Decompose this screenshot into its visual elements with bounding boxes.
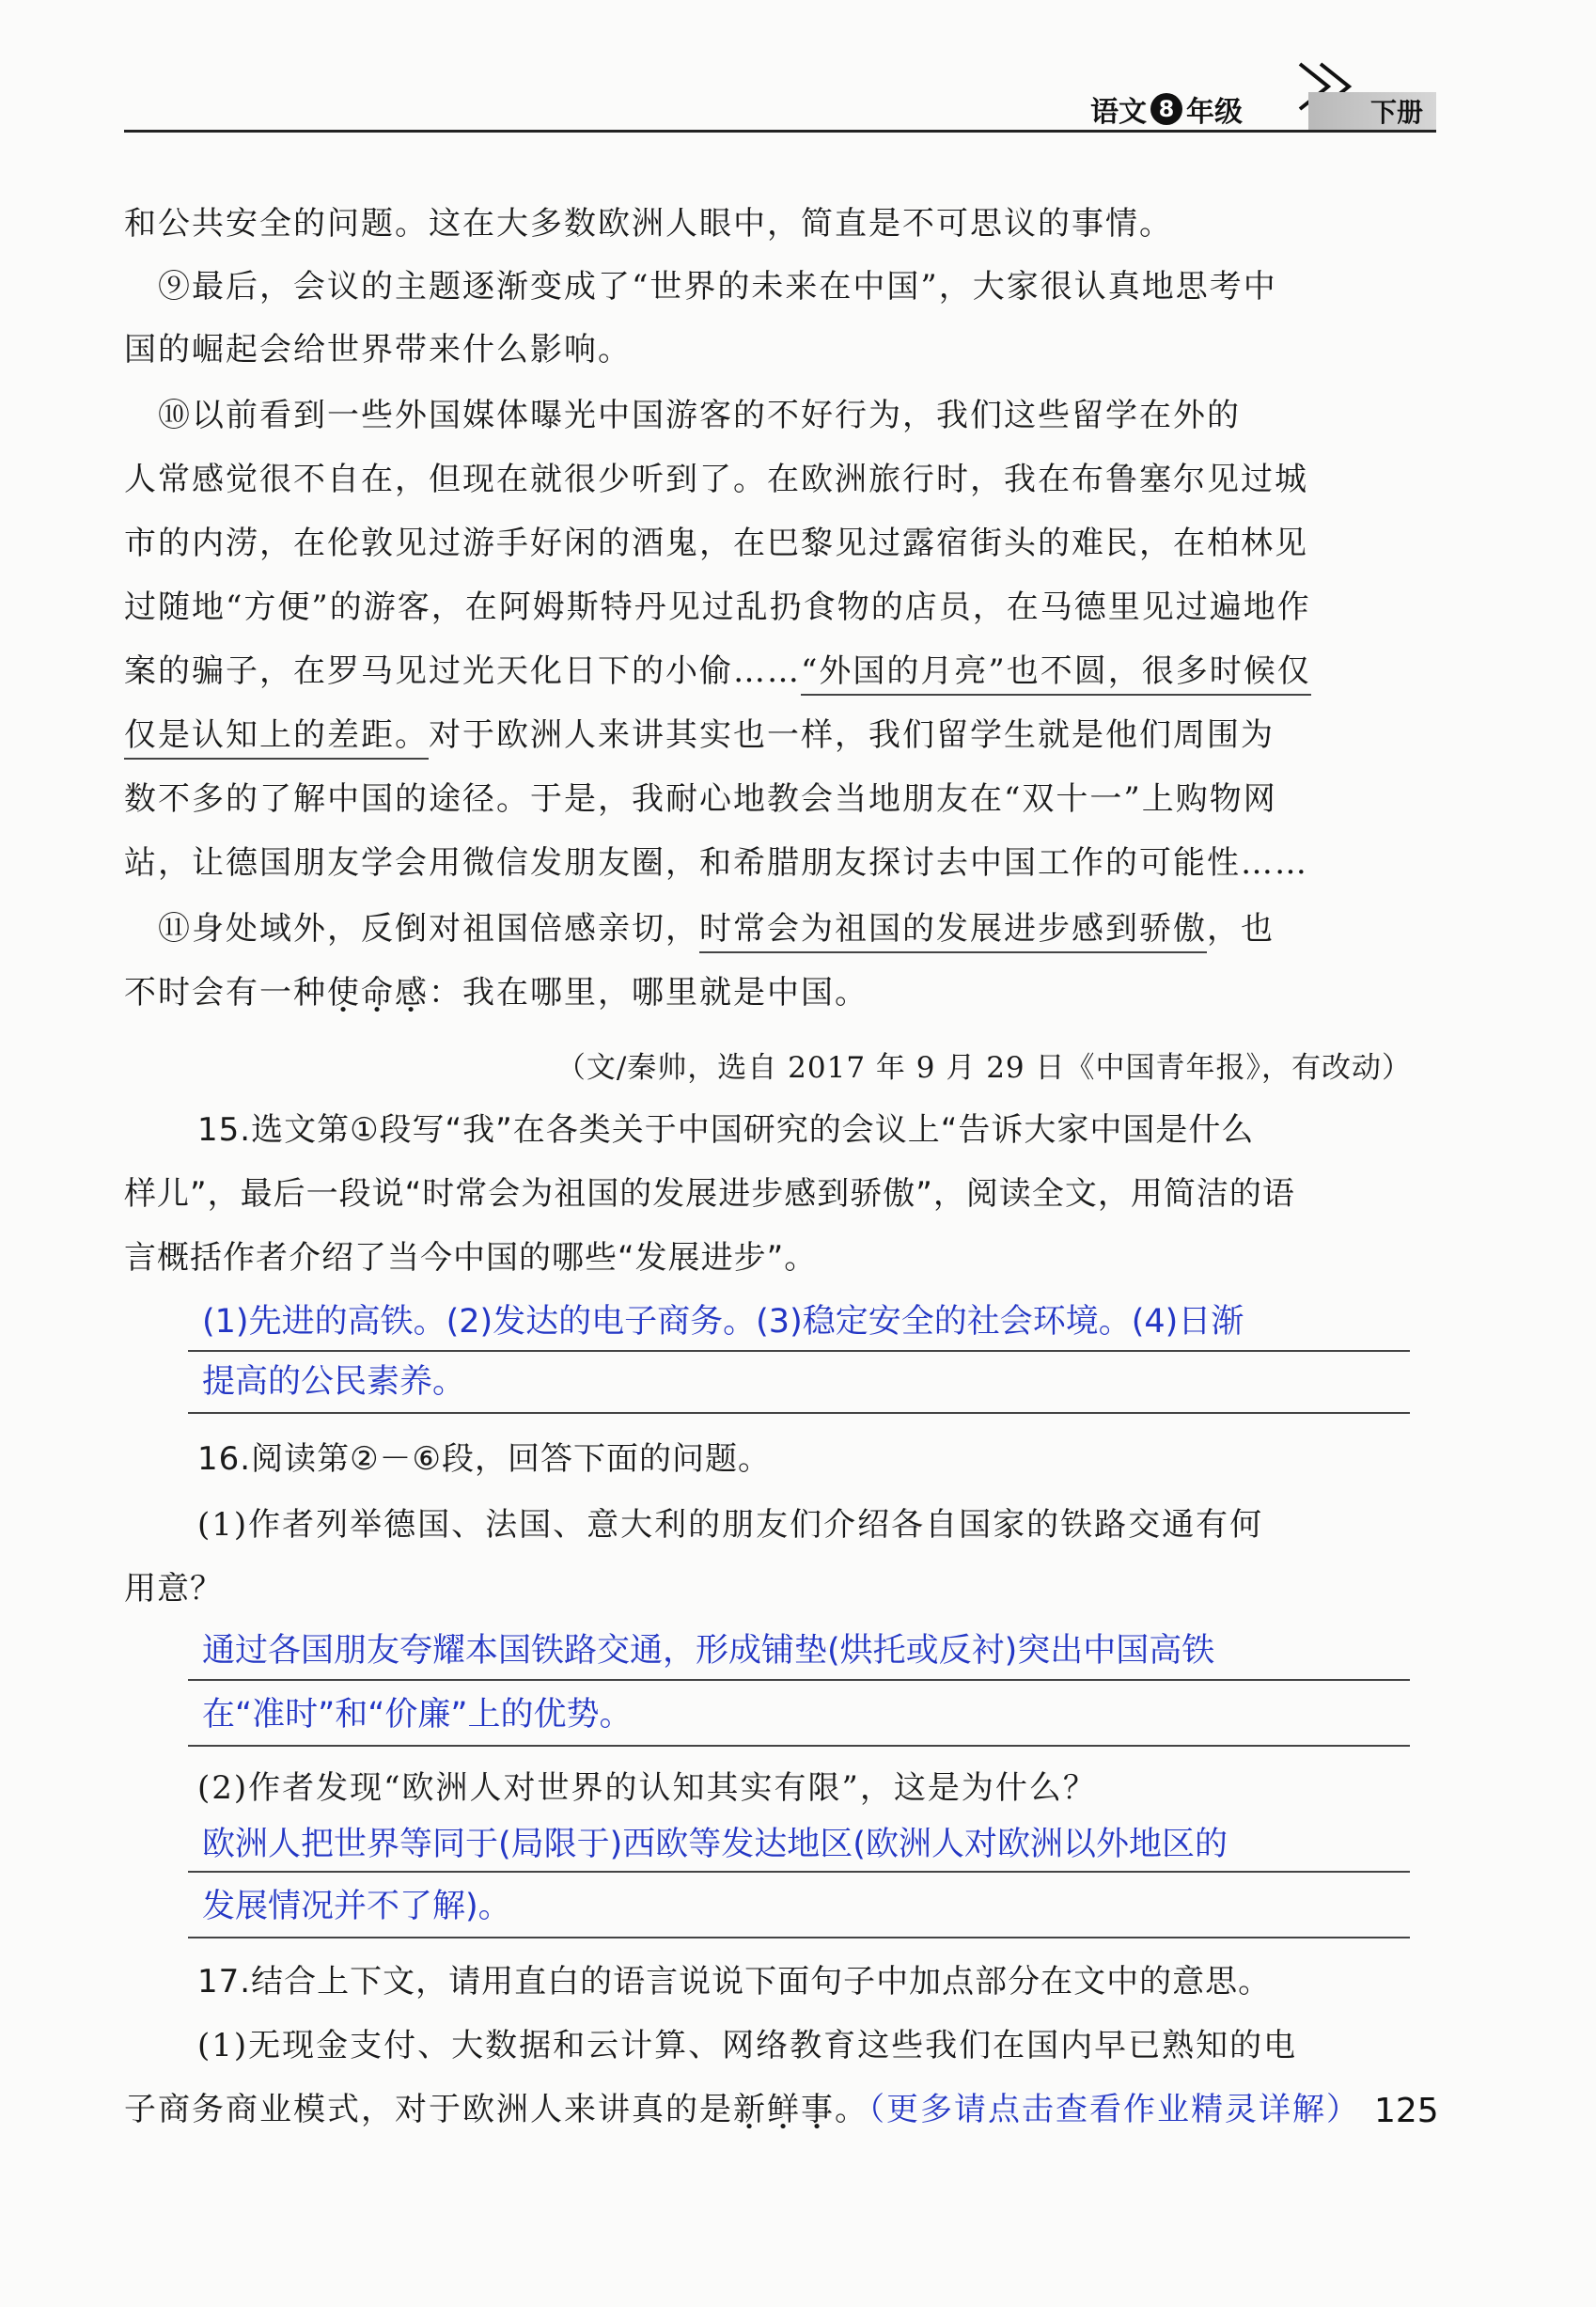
answer-line xyxy=(188,1937,1410,1938)
subject-label: 语文 xyxy=(1090,96,1147,129)
underlined-sentence: 时常会为祖国的发展进步感到骄傲 xyxy=(699,910,1207,953)
passage-line: 站，让德国朋友学会用微信发朋友圈，和希腊朋友探讨去中国工作的可能性…… xyxy=(124,844,1308,882)
passage-line: ⑨最后，会议的主题逐渐变成了“世界的未来在中国”，大家很认真地思考中 xyxy=(158,268,1277,306)
answer-line xyxy=(188,1412,1410,1414)
answer-16-2: 欧洲人把世界等同于(局限于)西欧等发达地区(欧洲人对欧洲以外地区的 xyxy=(202,1826,1228,1863)
passage-line xyxy=(124,972,868,1013)
passage-text: 案的骗子，在罗马见过光天化日下的小偷…… xyxy=(124,652,801,690)
passage-line: ⑩以前看到一些外国媒体曝光中国游客的不好行为，我们这些留学在外的 xyxy=(158,397,1241,434)
answer-line xyxy=(188,1679,1410,1681)
question-16-2: (2)作者发现“欧洲人对世界的认知其实有限”，这是为什么？ xyxy=(197,1769,1097,1807)
passage-line xyxy=(158,908,1275,949)
emphasis-dot-char: 事 xyxy=(801,2091,835,2128)
question-text: 子商务商业模式，对于欧洲人来讲真的是 xyxy=(124,2091,733,2128)
passage-line xyxy=(124,651,1311,692)
passage-text: 不时会有一种 xyxy=(124,974,327,1012)
passage-line: 市的内涝，在伦敦见过游手好闲的酒鬼，在巴黎见过露宿街头的难民，在柏林见 xyxy=(124,525,1308,562)
question-16-title: 16.阅读第②－⑥段，回答下面的问题。 xyxy=(197,1440,772,1478)
question-17-1: (1)无现金支付、大数据和云计算、网络教育这些我们在国内早已熟知的电 xyxy=(197,2027,1298,2064)
underlined-sentence: 仅是认知上的差距。 xyxy=(124,716,429,760)
passage-line xyxy=(124,714,1275,756)
header-title xyxy=(1090,90,1243,128)
emphasis-dot-char: 新 xyxy=(733,2091,767,2128)
passage-line: 人常感觉很不自在，但现在就很少听到了。在欧洲旅行时，我在布鲁塞尔见过城 xyxy=(124,461,1308,498)
passage-text: ⑪身处域外，反倒对祖国倍感亲切， xyxy=(158,910,699,948)
question-15-text: 言概括作者介绍了当今中国的哪些“发展进步”。 xyxy=(124,1239,818,1277)
emphasis-dot-char: 使 xyxy=(327,974,361,1012)
emphasis-dot-char: 鲜 xyxy=(767,2091,801,2128)
emphasis-dot-char: 命 xyxy=(361,974,395,1012)
passage-text: ，也 xyxy=(1207,910,1275,948)
passage-line: 和公共安全的问题。这在大多数欧洲人眼中，简直是不可思议的事情。 xyxy=(124,205,1173,243)
passage-text: 对于欧洲人来讲其实也一样，我们留学生就是他们周围为 xyxy=(429,716,1275,754)
source-citation: （文/秦帅，选自 2017 年 9 月 29 日《中国青年报》，有改动） xyxy=(555,1051,1412,1085)
answer-line xyxy=(188,1745,1410,1747)
answer-16-1: 在“准时”和“价廉”上的优势。 xyxy=(202,1696,633,1734)
volume-tab xyxy=(1308,92,1436,130)
passage-text: ：我在哪里，哪里就是中国。 xyxy=(429,974,868,1012)
answer-15: (1)先进的高铁。(2)发达的电子商务。(3)稳定安全的社会环境。(4)日渐 xyxy=(202,1303,1244,1341)
question-17-1 xyxy=(124,2089,1360,2130)
answer-16-2: 发展情况并不了解)。 xyxy=(202,1888,511,1925)
passage-line: 国的崛起会给世界带来什么影响。 xyxy=(124,331,632,369)
underlined-sentence: “外国的月亮”也不圆，很多时候仅 xyxy=(801,652,1311,696)
more-details-link[interactable]: （更多请点击查看作业精灵详解） xyxy=(868,2091,1360,2128)
answer-15: 提高的公民素养。 xyxy=(202,1363,466,1401)
question-16-1: (1)作者列举德国、法国、意大利的朋友们介绍各自国家的铁路交通有何 xyxy=(197,1506,1264,1544)
grade-badge: 8 xyxy=(1150,93,1182,125)
header-divider xyxy=(124,130,1436,133)
answer-line xyxy=(188,1350,1410,1352)
passage-line: 数不多的了解中国的途径。于是，我耐心地教会当地朋友在“双十一”上购物网 xyxy=(124,780,1277,818)
question-16-1: 用意？ xyxy=(124,1570,223,1608)
dotted-phrase xyxy=(733,2091,835,2128)
page-number: 125 xyxy=(1374,2092,1439,2130)
question-text: 。 xyxy=(835,2091,868,2128)
dotted-phrase xyxy=(327,974,429,1012)
question-15-text: 样儿”，最后一段说“时常会为祖国的发展进步感到骄傲”，阅读全文，用简洁的语 xyxy=(124,1175,1295,1213)
emphasis-dot-char: 感 xyxy=(395,974,429,1012)
grade-label: 年级 xyxy=(1186,96,1243,129)
question-15-text: 15.选文第①段写“我”在各类关于中国研究的会议上“告诉大家中国是什么 xyxy=(197,1111,1255,1149)
question-17-title: 17.结合上下文，请用直白的语言说说下面句子中加点部分在文中的意思。 xyxy=(197,1963,1272,2001)
volume-label: 下册 xyxy=(1369,97,1423,128)
answer-line xyxy=(188,1871,1410,1873)
passage-line: 过随地“方便”的游客，在阿姆斯特丹见过乱扔食物的店员，在马德里见过遍地作 xyxy=(124,589,1311,626)
answer-16-1: 通过各国朋友夸耀本国铁路交通，形成铺垫(烘托或反衬)突出中国高铁 xyxy=(202,1632,1215,1670)
